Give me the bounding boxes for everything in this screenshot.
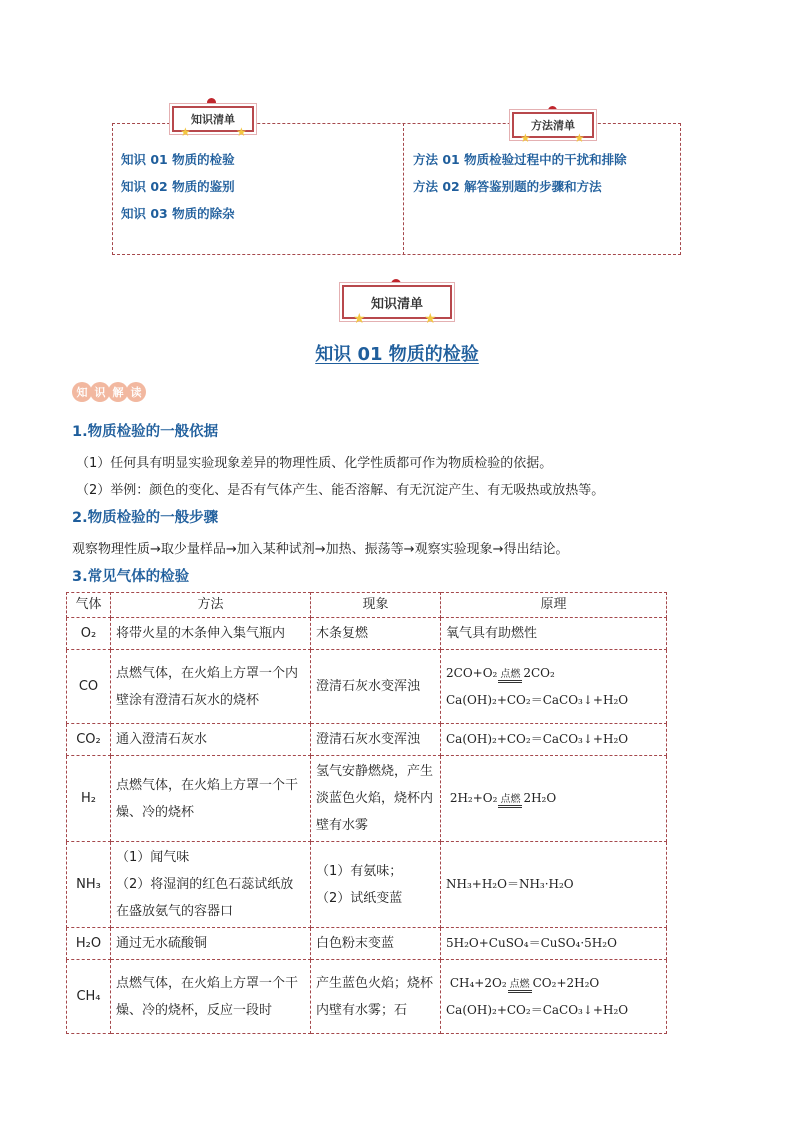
badge-label: 方法清单: [531, 119, 575, 132]
principle-cell: [441, 756, 667, 842]
equation: [446, 660, 661, 687]
section-badge-label: 知识清单: [370, 296, 423, 312]
reaction-condition: [498, 795, 522, 808]
knowledge-link-2[interactable]: 知识 02 物质的鉴别: [121, 179, 235, 194]
section-1-title: 1.物质检验的一般依据: [72, 424, 219, 440]
gas-cell: H₂O: [67, 928, 111, 960]
table-row: [67, 756, 667, 842]
section-2-title: 2.物质检验的一般步骤: [72, 510, 219, 526]
method-link-1[interactable]: 方法 01 物质检验过程中的干扰和排除: [413, 152, 627, 167]
condition-label: 点燃: [508, 980, 532, 993]
summary-divider: [403, 123, 404, 255]
column-header: 气体: [67, 593, 111, 618]
gas-cell: O₂: [67, 618, 111, 650]
principle-cell: [441, 650, 667, 724]
equation-rhs: 2H₂O: [523, 791, 557, 805]
table-row: [67, 960, 667, 1034]
principle-cell: 5H₂O+CuSO₄＝CuSO₄·5H₂O: [441, 928, 667, 960]
principle-cell: Ca(OH)₂+CO₂＝CaCO₃↓+H₂O: [441, 724, 667, 756]
method-cell: 通入澄清石灰水: [111, 724, 311, 756]
equation: [446, 970, 661, 997]
equation: Ca(OH)₂+CO₂＝CaCO₃↓+H₂O: [446, 692, 629, 707]
phenomenon-cell: 澄清石灰水变浑浊: [311, 650, 441, 724]
reaction-condition: [508, 980, 532, 993]
equation-rhs: CO₂+2H₂O: [532, 975, 600, 990]
table-row: [67, 650, 667, 724]
principle-cell: NH₃+H₂O＝NH₃·H₂O: [441, 842, 667, 928]
method-line: （2）将湿润的红色石蕊试纸放在盛放氨气的容器口: [116, 877, 294, 919]
phenomenon-cell: 澄清石灰水变浑浊: [311, 724, 441, 756]
gas-cell: CO: [67, 650, 111, 724]
equation: [446, 785, 661, 812]
section-1-para-1: （1）任何具有明显实验现象差异的物理性质、化学性质都可作为物质检验的依据。: [76, 456, 553, 471]
gas-detection-table: [66, 592, 667, 1034]
section-3-title: 3.常见气体的检验: [72, 569, 190, 585]
pill-char: 知: [72, 382, 92, 402]
condition-label: 点燃: [498, 670, 522, 683]
phenomenon-line: （1）有氨味；: [316, 863, 403, 879]
method-cell: 点燃气体，在火焰上方罩一个干燥、冷的烧杯: [111, 756, 311, 842]
method-cell: [111, 960, 311, 1034]
star-icon: ★: [520, 131, 531, 145]
phenomenon-cell: [311, 960, 441, 1034]
method-link-2[interactable]: 方法 02 解答鉴别题的步骤和方法: [413, 179, 602, 194]
column-header: 方法: [111, 593, 311, 618]
table-row: [67, 724, 667, 756]
section-1-para-2: （2）举例：颜色的变化、是否有气体产生、能否溶解、有无沉淀产生、有无吸热或放热等。: [76, 483, 605, 498]
knowledge-link-3[interactable]: 知识 03 物质的除杂: [121, 206, 235, 221]
equation-lhs: CH₄+2O₂: [449, 975, 507, 990]
gas-cell: H₂: [67, 756, 111, 842]
column-header: 原理: [441, 593, 667, 618]
method-cell: 将带火星的木条伸入集气瓶内: [111, 618, 311, 650]
equation-rhs: 2CO₂: [523, 665, 555, 680]
method-line: （1）闻气味: [116, 850, 190, 865]
reaction-condition: [498, 670, 522, 683]
principle-cell: 氧气具有助燃性: [441, 618, 667, 650]
star-icon: ★: [353, 311, 366, 327]
phenomenon-cell: 白色粉末变蓝: [311, 928, 441, 960]
column-header: 现象: [311, 593, 441, 618]
star-icon: ★: [574, 131, 585, 145]
pill-char: 解: [108, 382, 128, 402]
phenomenon-cell: 氢气安静燃烧，产生淡蓝色火焰，烧杯内壁有水雾: [311, 756, 441, 842]
phenomenon-cell: 木条复燃: [311, 618, 441, 650]
gas-cell: CO₂: [67, 724, 111, 756]
table-row: [67, 928, 667, 960]
equation-lhs: 2CO+O₂: [446, 665, 498, 680]
star-icon: ★: [236, 125, 247, 139]
table-header-row: [67, 593, 667, 618]
table-row: [67, 842, 667, 928]
principle-cell: [441, 960, 667, 1034]
star-icon: ★: [180, 125, 191, 139]
pill-char: 识: [90, 382, 110, 402]
reading-pill: [72, 382, 144, 402]
page-title: [0, 340, 794, 366]
phenomenon-cell: [311, 842, 441, 928]
section-2-para-1: 观察物理性质→取少量样品→加入某种试剂→加热、振荡等→观察实验现象→得出结论。: [72, 542, 569, 557]
equation: Ca(OH)₂+CO₂＝CaCO₃↓+H₂O: [446, 1002, 629, 1017]
method-cell: [111, 842, 311, 928]
knowledge-link-1[interactable]: 知识 01 物质的检验: [121, 152, 235, 167]
gas-cell: NH₃: [67, 842, 111, 928]
star-icon: ★: [424, 311, 437, 327]
badge-label: 知识清单: [191, 113, 235, 126]
pill-char: 读: [126, 382, 146, 402]
phenomenon-line: （2）试纸变蓝: [316, 890, 403, 906]
phenomenon-text: 产生蓝色火焰；烧杯内壁有水雾；石: [316, 975, 434, 1018]
method-cell: 点燃气体，在火焰上方罩一个内壁涂有澄清石灰水的烧杯: [111, 650, 311, 724]
table-row: [67, 618, 667, 650]
method-text: 点燃气体，在火焰上方罩一个干燥、冷的烧杯，反应一段时: [116, 975, 299, 1018]
condition-label: 点燃: [498, 795, 522, 808]
gas-cell: CH₄: [67, 960, 111, 1034]
page-title-text: 知识 01 物质的检验: [315, 344, 479, 365]
method-cell: 通过无水硫酸铜: [111, 928, 311, 960]
equation-lhs: 2H₂+O₂: [449, 791, 498, 805]
